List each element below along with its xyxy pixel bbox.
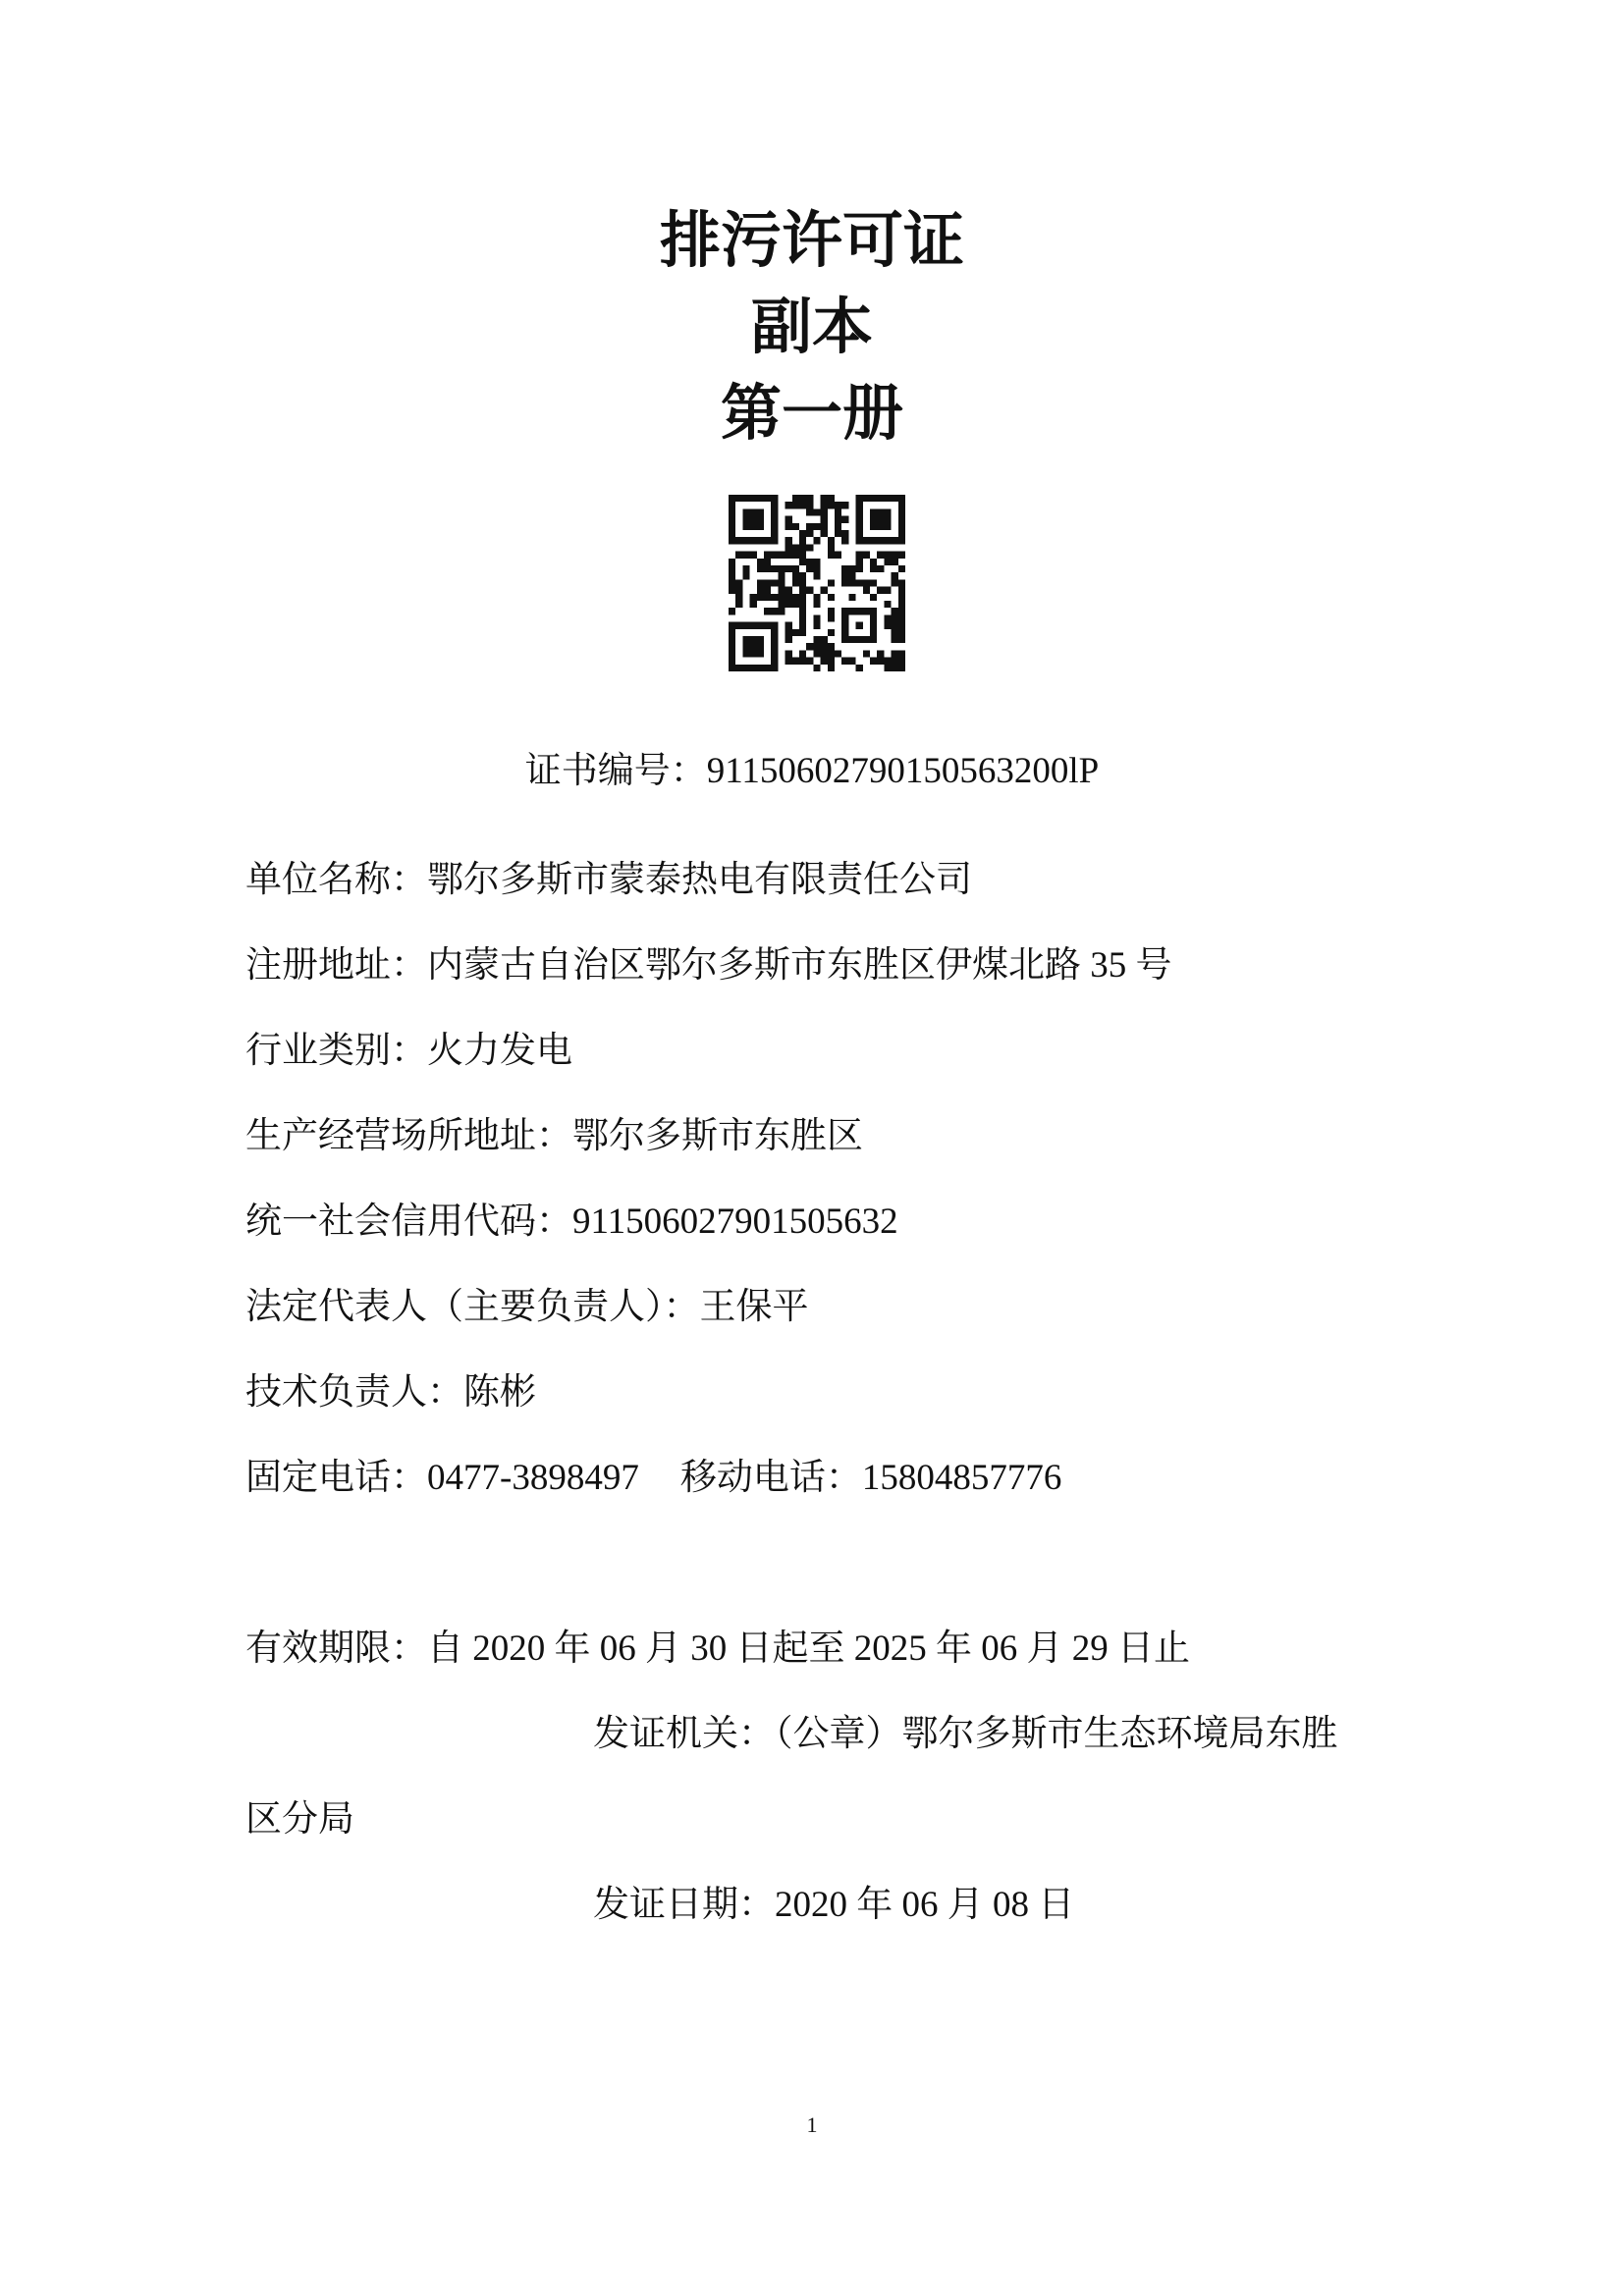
- site-address-value: 鄂尔多斯市东胜区: [572, 1116, 863, 1156]
- phone-row: [245, 1454, 1061, 1503]
- issue-date-label: 发证日期：: [593, 1885, 775, 1925]
- qr-code-icon: [729, 495, 905, 671]
- landline-label: 固定电话：: [245, 1458, 427, 1498]
- credit-code-label: 统一社会信用代码：: [245, 1201, 572, 1242]
- issue-date-value: 2020 年 06 月 08 日: [775, 1885, 1075, 1925]
- page-number: 1: [806, 2112, 818, 2137]
- industry-value: 火力发电: [427, 1031, 572, 1071]
- issue-date-row: [593, 1881, 1074, 1930]
- mobile-value: 15804857776: [861, 1458, 1062, 1498]
- certificate-number-value: 91150602790150563200lP: [706, 751, 1100, 791]
- registered-address-value: 内蒙古自治区鄂尔多斯市东胜区伊煤北路 35 号: [427, 945, 1172, 986]
- volume-title: 第一册: [720, 377, 903, 449]
- issuer-row: [593, 1710, 1338, 1759]
- issuer-value: （公章）鄂尔多斯市生态环境局东胜: [775, 1714, 1338, 1754]
- technical-lead-row: [245, 1368, 536, 1417]
- credit-code-row: [245, 1198, 898, 1247]
- technical-lead-label: 技术负责人：: [245, 1372, 463, 1413]
- issuer-label: 发证机关：: [593, 1714, 775, 1754]
- validity-label: 有效期限：: [245, 1629, 427, 1669]
- document-title: 排污许可证: [659, 204, 964, 276]
- validity-row: [245, 1625, 1190, 1674]
- validity-value: 自 2020 年 06 月 30 日起至 2025 年 06 月 29 日止: [427, 1629, 1190, 1669]
- unit-name-value: 鄂尔多斯市蒙泰热电有限责任公司: [427, 860, 972, 900]
- legal-representative-value: 王保平: [699, 1287, 809, 1327]
- unit-name-row: [245, 856, 972, 905]
- industry-row: [245, 1027, 572, 1076]
- credit-code-value: 911506027901505632: [572, 1201, 898, 1242]
- landline-value: 0477-3898497: [427, 1458, 639, 1498]
- certificate-number-label: 证书编号：: [524, 751, 707, 791]
- mobile-label: 移动电话：: [679, 1458, 862, 1498]
- site-address-row: [245, 1112, 863, 1161]
- certificate-number-row: [0, 747, 1624, 796]
- unit-name-label: 单位名称：: [245, 860, 427, 900]
- registered-address-row: [245, 941, 1172, 990]
- site-address-label: 生产经营场所地址：: [245, 1116, 572, 1156]
- document-subtitle: 副本: [750, 291, 873, 362]
- legal-representative-label: 法定代表人（主要负责人）：: [245, 1287, 700, 1327]
- legal-representative-row: [245, 1283, 809, 1332]
- issuer-continuation: 区分局: [245, 1799, 354, 1840]
- registered-address-label: 注册地址：: [245, 945, 427, 986]
- industry-label: 行业类别：: [245, 1031, 427, 1071]
- technical-lead-value: 陈彬: [463, 1372, 536, 1413]
